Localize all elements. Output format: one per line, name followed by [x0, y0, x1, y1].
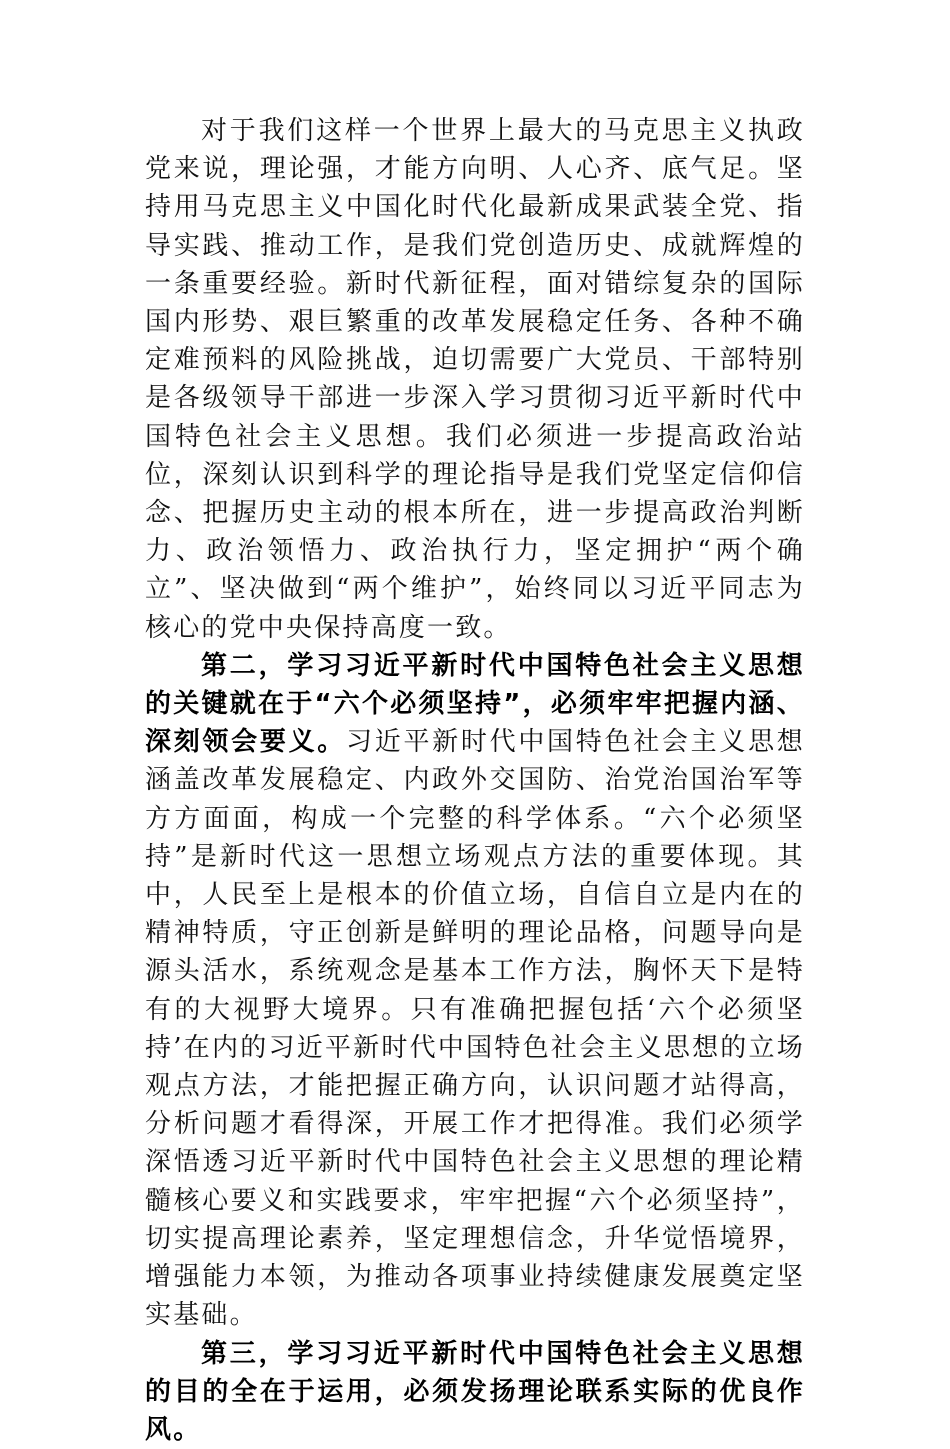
paragraph-1-body: 对于我们这样一个世界上最大的马克思主义执政党来说，理论强，才能方向明、人心齐、底气足。坚持用马克思主义中国化时代化最新成果武装全党、指导实践、推动工作，是我们党创造历史、成就辉煌的一条重要经验。新时代新征程，面对错综复杂的国际国内形势、艰巨繁重的改革发展稳定任务、各种不确定难预料的风险挑战，迫切需要广大党员、干部特别是各级领导干部进一步深入学习贯彻习近平新时代中国特色社会主义思想。我们必须进一步提高政治站位，深刻认识到科学的理论指导是我们党坚定信仰信念、把握历史主动的根本所在，进一步提高政治判断力、政治领悟力、政治执行力，坚定拥护“两个确立”、坚决做到“两个维护”，始终同以习近平同志为核心的党中央保持高度一致。 — [145, 116, 805, 643]
document-page — [145, 112, 805, 1449]
paragraph-2 — [145, 647, 805, 1335]
paragraph-2-lead: 第二，学习习近平新时代中国特色社会主义思想的关键就在于“六个必须坚持”，必须牢牢把握内涵、深刻领会要义。 — [145, 651, 805, 757]
paragraph-3 — [145, 1335, 805, 1449]
paragraph-2-body: 习近平新时代中国特色社会主义思想涵盖改革发展稳定、内政外交国防、治党治国治军等方方面面，构成一个完整的科学体系。“六个必须坚持”是新时代这一思想立场观点方法的重要体现。其中，人民至上是根本的价值立场，自信自立是内在的精神特质，守正创新是鲜明的理论品格，问题导向是源头活水，系统观念是基本工作方法，胸怀天下是特有的大视野大境界。只有准确把握包括‘六个必须坚持’在内的习近平新时代中国特色社会主义思想的立场观点方法，才能把握正确方向，认识问题才站得高，分析问题才看得深，开展工作才把得准。我们必须学深悟透习近平新时代中国特色社会主义思想的理论精髓核心要义和实践要求，牢牢把握“六个必须坚持”，切实提高理论素养，坚定理想信念，升华觉悟境界，增强能力本领，为推动各项事业持续健康发展奠定坚实基础。 — [145, 727, 805, 1330]
paragraph-3-lead: 第三，学习习近平新时代中国特色社会主义思想的目的全在于运用，必须发扬理论联系实际的优良作风。 — [145, 1339, 805, 1445]
paragraph-1 — [145, 112, 805, 647]
